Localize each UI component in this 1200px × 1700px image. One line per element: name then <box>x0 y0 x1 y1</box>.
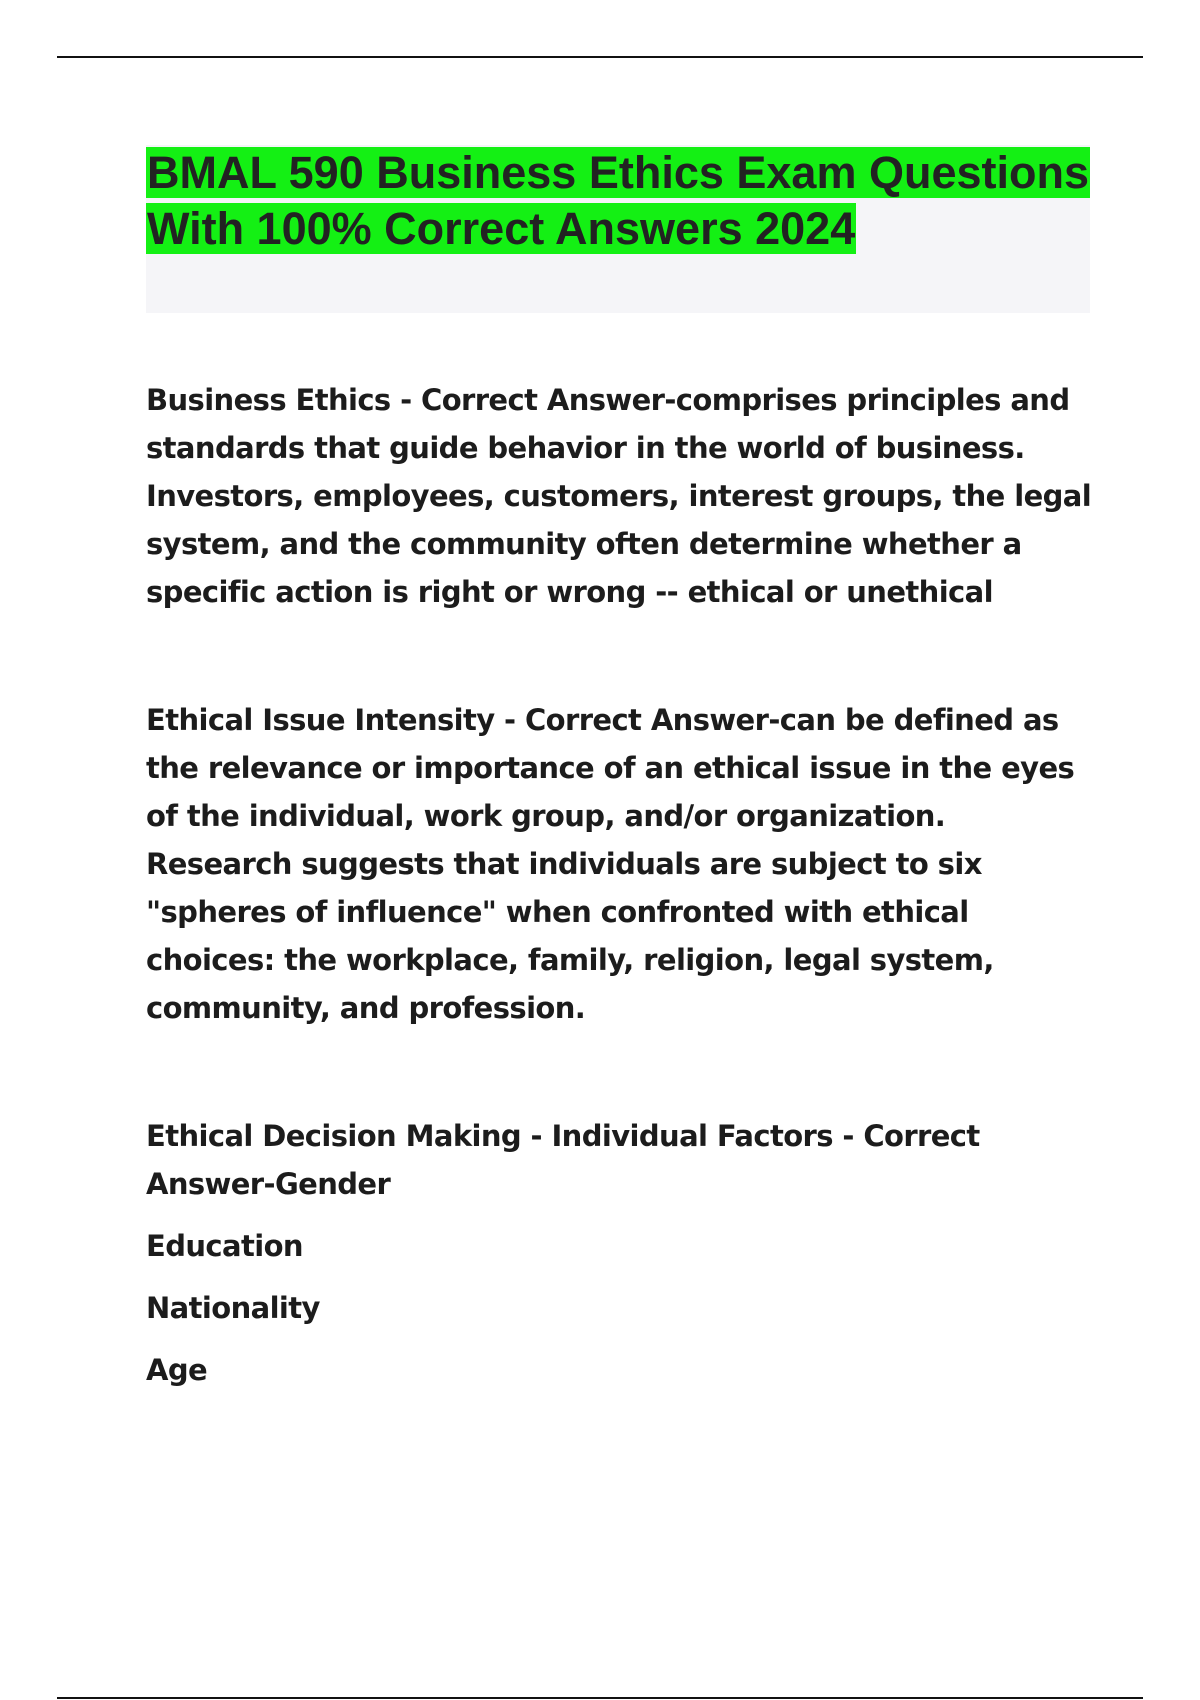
list-item-nationality: Nationality <box>146 1291 320 1325</box>
title-block <box>146 145 1090 313</box>
document-body <box>146 376 1096 1394</box>
entry-individual-factors-heading: Ethical Decision Making - Individual Factors - Correct Answer-Gender <box>146 1119 980 1201</box>
list-item-age: Age <box>146 1353 208 1387</box>
document-title <box>146 145 1090 257</box>
entry-business-ethics: Business Ethics - Correct Answer-comprises principles and standards that guide behavior in the world of business. Investors, employees, customers, interest groups, the legal system, and the community often determine whether a specific action is right or wrong -- ethical or unethical <box>146 383 1092 609</box>
title-highlight: BMAL 590 Business Ethics Exam Questions With 100% Correct Answers 2024 <box>147 147 1089 254</box>
top-rule <box>57 56 1143 58</box>
list-item-education: Education <box>146 1229 303 1263</box>
entry-ethical-issue-intensity: Ethical Issue Intensity - Correct Answer-can be defined as the relevance or importance of an ethical issue in the eyes of the individual, work group, and/or organization. Research suggests that individuals are subject to six "spheres of influence" when confronted with ethical choices: the workplace, family, religion, legal system, community, and profession. <box>146 703 1075 1025</box>
bottom-rule <box>57 1697 1143 1699</box>
entry-individual-factors <box>146 1112 1096 1394</box>
